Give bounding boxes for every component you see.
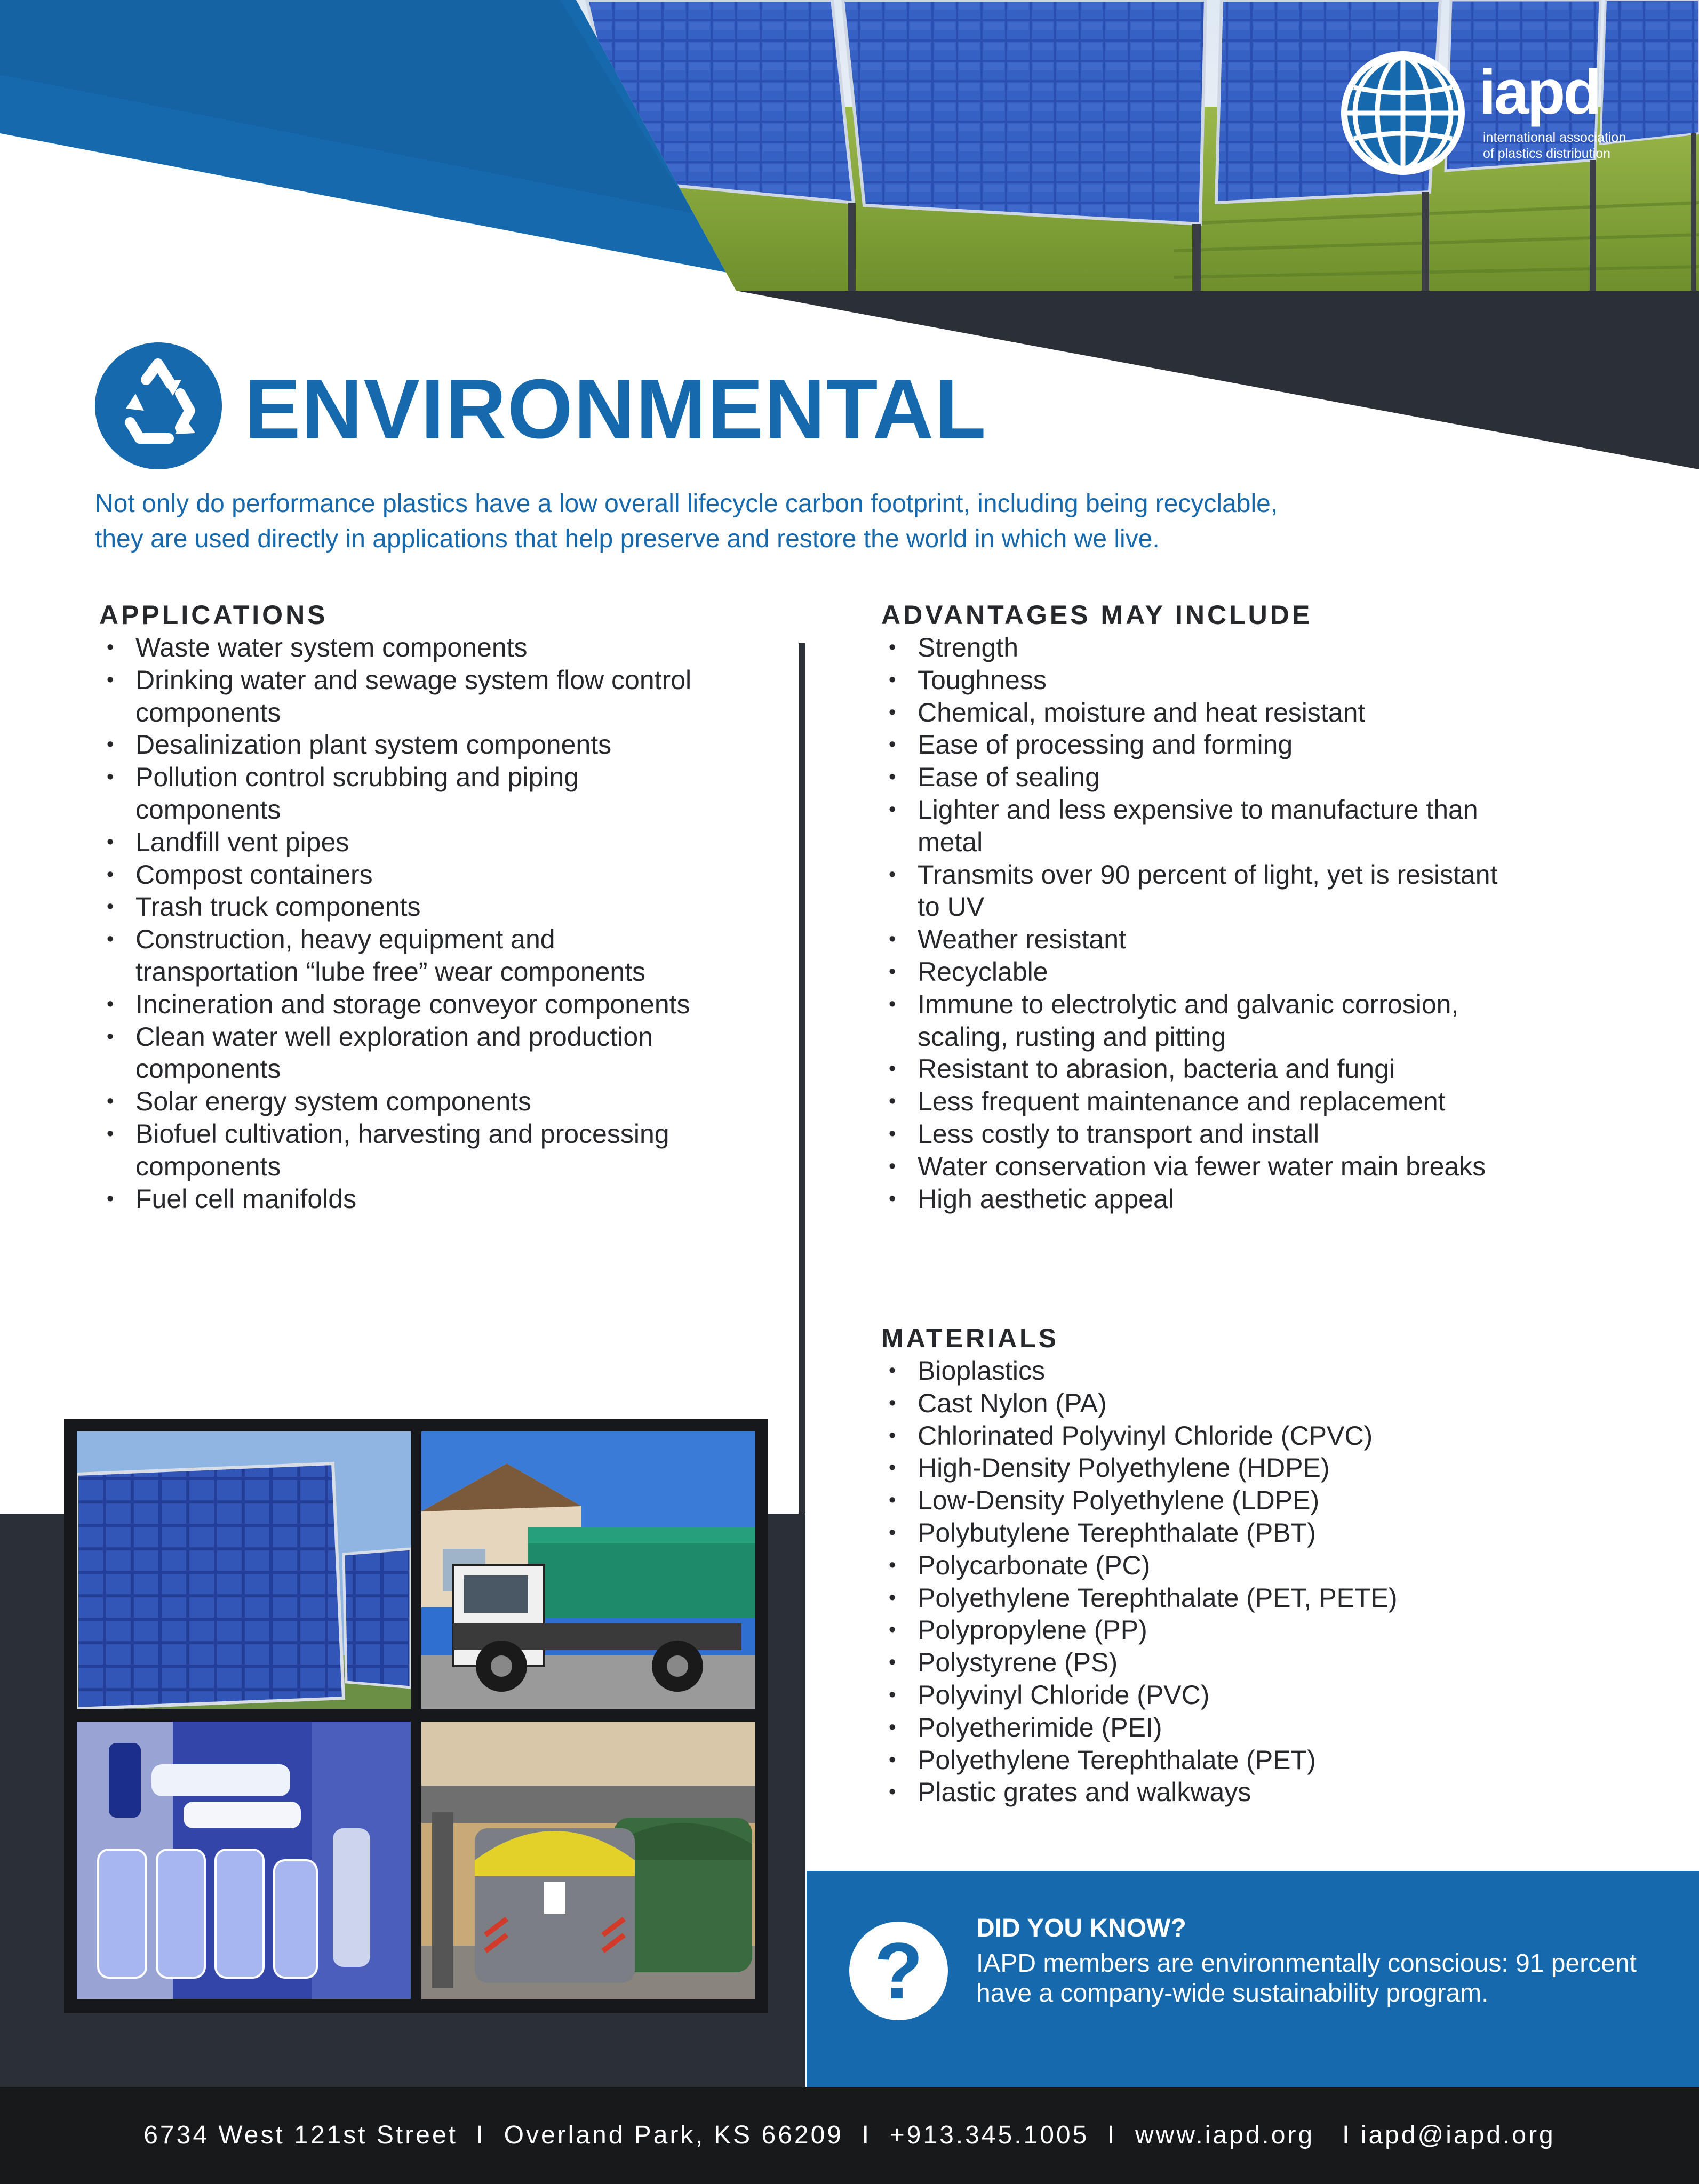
column-divider [799, 643, 805, 1518]
footer-contact: 6734 West 121st Street I Overland Park, KS 66209 I +913.345.1005 I www.iapd.org I iapd@iapd.org [143, 2121, 1556, 2149]
applications-heading: APPLICATIONS [99, 600, 328, 630]
applications-item: • Clean water well exploration and production components [99, 1021, 723, 1086]
applications-item: • Fuel cell manifolds [99, 1183, 723, 1215]
advantages-item: • Water conservation via fewer water main breaks [881, 1150, 1521, 1183]
did-you-know-text: IAPD members are environmentally conscious: 91 percent have a company-wide sustainability program. [976, 1949, 1637, 2007]
materials-item: • Chlorinated Polyvinyl Chloride (CPVC) [881, 1420, 1575, 1452]
intro-paragraph: Not only do performance plastics have a low overall lifecycle carbon footprint, including being recyclable, they are used directly in applications that help preserve and restore the world in which we live. [95, 490, 1278, 553]
applications-item: • Biofuel cultivation, harvesting and processing components [99, 1118, 723, 1183]
advantages-item: • Transmits over 90 percent of light, yet is resistant to UV [881, 859, 1521, 924]
advantages-item: • Resistant to abrasion, bacteria and fungi [881, 1053, 1521, 1085]
applications-item: • Landfill vent pipes [99, 826, 723, 859]
advantages-item: • Less costly to transport and install [881, 1118, 1521, 1150]
applications-item: • Trash truck components [99, 891, 723, 923]
materials-item: • High-Density Polyethylene (HDPE) [881, 1452, 1575, 1484]
materials-item: • Polybutylene Terephthalate (PBT) [881, 1517, 1575, 1549]
materials-item: • Polyethylene Terephthalate (PET) [881, 1744, 1575, 1777]
materials-item: • Polystyrene (PS) [881, 1646, 1575, 1679]
water-filter-photo [77, 1722, 411, 1999]
materials-item: • Bioplastics [881, 1355, 1575, 1387]
advantages-item: • Strength [881, 631, 1521, 664]
advantages-item: • Ease of processing and forming [881, 729, 1521, 761]
advantages-item: • Weather resistant [881, 923, 1521, 956]
applications-item: • Construction, heavy equipment and transportation “lube free” wear components [99, 923, 723, 988]
did-you-know-title: DID YOU KNOW? [976, 1914, 1186, 1942]
advantages-item: • Toughness [881, 664, 1521, 697]
materials-heading: MATERIALS [881, 1323, 1059, 1353]
applications-item: • Compost containers [99, 859, 723, 891]
materials-item: • Polycarbonate (PC) [881, 1549, 1575, 1582]
materials-item: • Polyethylene Terephthalate (PET, PETE) [881, 1582, 1575, 1614]
trash-truck-photo [421, 1431, 755, 1709]
advantages-item: • Ease of sealing [881, 761, 1521, 794]
page-title: ENVIRONMENTAL [244, 362, 987, 456]
advantages-list [881, 631, 1521, 1215]
advantages-item: • Recyclable [881, 956, 1521, 988]
advantages-item: • Immune to electrolytic and galvanic corrosion, scaling, rusting and pitting [881, 988, 1521, 1053]
advantages-item: • Lighter and less expensive to manufacture than metal [881, 794, 1521, 859]
applications-item: • Desalinization plant system components [99, 729, 723, 761]
logo-wordmark: iapd [1479, 57, 1600, 127]
question-icon: ? [849, 1922, 948, 2020]
materials-item: • Cast Nylon (PA) [881, 1387, 1575, 1420]
applications-item: • Waste water system components [99, 631, 723, 664]
footer-bar [0, 2087, 1699, 2184]
materials-item: • Low-Density Polyethylene (LDPE) [881, 1484, 1575, 1517]
materials-item: • Polypropylene (PP) [881, 1614, 1575, 1646]
materials-item: • Plastic grates and walkways [881, 1776, 1575, 1809]
iapd-logo [1339, 49, 1670, 177]
photo-grid [64, 1419, 768, 2013]
recycle-icon [95, 342, 222, 469]
advantages-item: • High aesthetic appeal [881, 1183, 1521, 1215]
advantages-item: • Chemical, moisture and heat resistant [881, 697, 1521, 729]
advantages-item: • Less frequent maintenance and replacement [881, 1085, 1521, 1118]
materials-list [881, 1355, 1575, 1809]
globe-icon [1339, 49, 1467, 177]
applications-item: • Drinking water and sewage system flow control components [99, 664, 723, 729]
logo-subtitle: international association of plastics distribution [1483, 130, 1626, 161]
applications-item: • Solar energy system components [99, 1085, 723, 1118]
materials-item: • Polyetherimide (PEI) [881, 1711, 1575, 1744]
applications-list [99, 631, 723, 1215]
solar-panel-photo [77, 1431, 411, 1709]
did-you-know-box [807, 1871, 1699, 2087]
advantages-heading: ADVANTAGES MAY INCLUDE [881, 600, 1313, 630]
applications-item: • Incineration and storage conveyor components [99, 988, 723, 1021]
recycling-bins-photo [421, 1722, 755, 1999]
applications-item: • Pollution control scrubbing and piping components [99, 761, 723, 826]
materials-item: • Polyvinyl Chloride (PVC) [881, 1679, 1575, 1711]
